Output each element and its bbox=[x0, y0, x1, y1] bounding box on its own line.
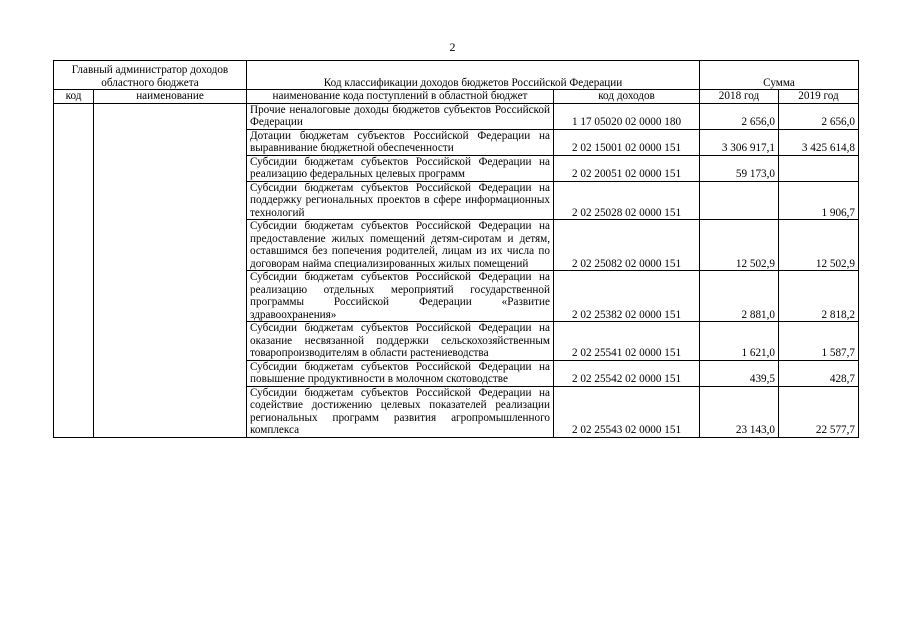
amount-2019: 22 577,7 bbox=[779, 386, 859, 437]
header-name: наименование bbox=[94, 90, 247, 104]
header-classification: Код классификации доходов бюджетов Российской Федерации bbox=[247, 61, 700, 90]
admin-code-cell bbox=[54, 103, 94, 437]
header-year-2018: 2018 год bbox=[700, 90, 779, 104]
income-name: Прочие неналоговые доходы бюджетов субъектов Российской Федерации bbox=[247, 103, 554, 129]
amount-2019: 2 656,0 bbox=[779, 103, 859, 129]
page-number: 2 bbox=[449, 40, 456, 54]
income-table bbox=[53, 60, 859, 438]
amount-2018: 2 881,0 bbox=[700, 271, 779, 322]
amount-2019 bbox=[779, 155, 859, 181]
admin-name-cell bbox=[94, 103, 247, 437]
income-code: 2 02 25028 02 0000 151 bbox=[554, 181, 700, 220]
amount-2019: 3 425 614,8 bbox=[779, 129, 859, 155]
income-code: 2 02 25082 02 0000 151 bbox=[554, 220, 700, 271]
income-name: Субсидии бюджетам субъектов Российской Федерации на содействие достижению целевых показателей реализации региональных программ развития агропромышленного комплекса bbox=[247, 386, 554, 437]
income-code: 2 02 15001 02 0000 151 bbox=[554, 129, 700, 155]
amount-2019: 1 906,7 bbox=[779, 181, 859, 220]
amount-2019: 12 502,9 bbox=[779, 220, 859, 271]
income-name: Субсидии бюджетам субъектов Российской Федерации на оказание несвязанной поддержки сельскохозяйственным товаропроизводителям в области растениеводства bbox=[247, 322, 554, 361]
header-income-name: наименование кода поступлений в областной бюджет bbox=[247, 90, 554, 104]
header-code: код bbox=[54, 90, 94, 104]
amount-2018: 12 502,9 bbox=[700, 220, 779, 271]
income-code: 2 02 25382 02 0000 151 bbox=[554, 271, 700, 322]
header-row-main bbox=[54, 61, 859, 90]
income-name: Субсидии бюджетам субъектов Российской Федерации на предоставление жилых помещений детям-сиротам и детям, оставшимся без попечения родителей, лицам из их числа по договорам найма специализированных жилых помещений bbox=[247, 220, 554, 271]
income-name: Субсидии бюджетам субъектов Российской Федерации на повышение продуктивности в молочном скотоводстве bbox=[247, 360, 554, 386]
amount-2018: 3 306 917,1 bbox=[700, 129, 779, 155]
amount-2019: 2 818,2 bbox=[779, 271, 859, 322]
header-year-2019: 2019 год bbox=[779, 90, 859, 104]
table-row bbox=[54, 103, 859, 129]
income-code: 2 02 25543 02 0000 151 bbox=[554, 386, 700, 437]
header-income-code: код доходов bbox=[554, 90, 700, 104]
amount-2018: 2 656,0 bbox=[700, 103, 779, 129]
amount-2019: 428,7 bbox=[779, 360, 859, 386]
amount-2018 bbox=[700, 181, 779, 220]
income-name: Субсидии бюджетам субъектов Российской Федерации на реализацию отдельных мероприятий государственной программы Российской Федерации «Развитие здравоохранения» bbox=[247, 271, 554, 322]
income-code: 2 02 25541 02 0000 151 bbox=[554, 322, 700, 361]
income-name: Субсидии бюджетам субъектов Российской Федерации на реализацию федеральных целевых программ bbox=[247, 155, 554, 181]
header-admin: Главный администратор доходов областного бюджета bbox=[54, 61, 247, 90]
income-code: 2 02 20051 02 0000 151 bbox=[554, 155, 700, 181]
income-name: Субсидии бюджетам субъектов Российской Федерации на поддержку региональных проектов в сфере информационных технологий bbox=[247, 181, 554, 220]
header-row-sub bbox=[54, 90, 859, 104]
amount-2019: 1 587,7 bbox=[779, 322, 859, 361]
income-name: Дотации бюджетам субъектов Российской Федерации на выравнивание бюджетной обеспеченности bbox=[247, 129, 554, 155]
amount-2018: 23 143,0 bbox=[700, 386, 779, 437]
amount-2018: 439,5 bbox=[700, 360, 779, 386]
amount-2018: 59 173,0 bbox=[700, 155, 779, 181]
header-sum: Сумма bbox=[700, 61, 859, 90]
income-code: 1 17 05020 02 0000 180 bbox=[554, 103, 700, 129]
amount-2018: 1 621,0 bbox=[700, 322, 779, 361]
income-code: 2 02 25542 02 0000 151 bbox=[554, 360, 700, 386]
